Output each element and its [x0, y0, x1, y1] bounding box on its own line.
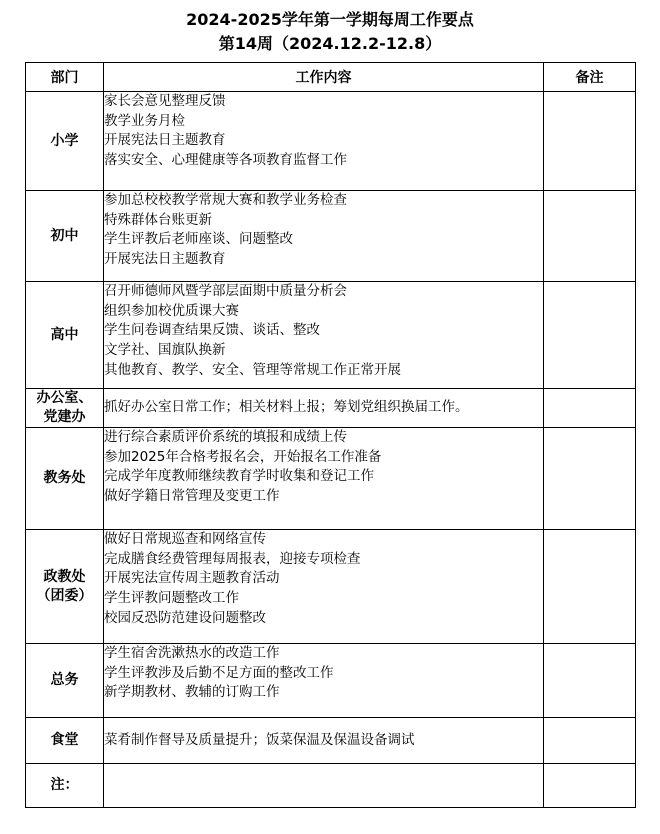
content-line: 新学期教材、教辅的订购工作	[104, 684, 280, 701]
header-content: 工作内容	[104, 63, 544, 92]
table-row	[26, 282, 636, 389]
remark-cell	[544, 389, 636, 428]
dept-academic-affairs: 教务处	[26, 428, 104, 530]
table-header-row	[26, 63, 636, 92]
content-line: 菜肴制作督导及质量提升；饭菜保温及保温设备调试	[104, 731, 415, 748]
row-content	[104, 282, 544, 389]
content-line: 其他教育、教学、安全、管理等常规工作正常开展	[104, 361, 401, 378]
dept-junior: 初中	[26, 191, 104, 282]
content-line: 做好日常规巡查和网络宣传	[104, 531, 266, 547]
remark-cell	[544, 191, 636, 282]
dept-political-education	[26, 530, 104, 644]
remark-cell	[544, 530, 636, 644]
table-row	[26, 718, 636, 764]
note-content	[104, 764, 544, 808]
content-line: 抓好办公室日常工作；相关材料上报；筹划党组织换届工作。	[104, 399, 469, 416]
content-line: 落实安全、心理健康等各项教育监督工作	[104, 152, 347, 169]
table-row	[26, 92, 636, 191]
content-line: 学生评教问题整改工作	[104, 590, 239, 607]
dept-general-services: 总务	[26, 644, 104, 718]
content-line: 做好学籍日常管理及变更工作	[104, 488, 280, 505]
table-row	[26, 644, 636, 718]
row-content	[104, 92, 544, 191]
note-row	[26, 764, 636, 808]
content-line: 完成学年度教师继续教育学时收集和登记工作	[104, 468, 374, 485]
content-line: 教学业务月检	[104, 112, 185, 129]
content-line: 学生问卷调查结果反馈、谈话、整改	[104, 322, 320, 339]
remark-cell	[544, 718, 636, 764]
row-content	[104, 191, 544, 282]
row-content	[104, 389, 544, 428]
content-line: 学生评教涉及后勤不足方面的整改工作	[104, 664, 334, 681]
content-line: 进行综合素质评价系统的填报和成绩上传	[104, 429, 347, 445]
content-line: 校园反恐防范建设问题整改	[104, 609, 266, 626]
dept-primary: 小学	[26, 92, 104, 191]
table-row	[26, 389, 636, 428]
row-content	[104, 718, 544, 764]
content-line: 参加总校校教学常规大赛和教学业务检查	[104, 192, 347, 208]
dept-line: 政教处	[43, 568, 86, 585]
week-subtitle: 第14周（2024.12.2-12.8）	[218, 34, 442, 53]
row-content	[104, 428, 544, 530]
table-row	[26, 428, 636, 530]
remark-cell	[544, 644, 636, 718]
table-row	[26, 530, 636, 644]
content-line: 开展宪法日主题教育	[104, 132, 226, 149]
content-line: 文学社、国旗队换新	[104, 342, 226, 359]
dept-line: （团委）	[36, 587, 93, 604]
note-label: 注：	[26, 764, 104, 808]
dept-line: 党建办	[43, 409, 86, 425]
remark-cell	[544, 428, 636, 530]
remark-cell	[544, 282, 636, 389]
content-line: 特殊群体台账更新	[104, 211, 212, 228]
content-line: 开展宪法日主题教育	[104, 251, 226, 268]
content-line: 家长会意见整理反馈	[104, 93, 226, 109]
content-line: 完成膳食经费管理每周报表，迎接专项检查	[104, 550, 361, 567]
document-title: 2024-2025学年第一学期每周工作要点	[186, 10, 474, 29]
weekly-plan-table	[25, 62, 636, 808]
row-content	[104, 644, 544, 718]
dept-canteen: 食堂	[26, 718, 104, 764]
dept-line: 办公室、	[36, 390, 93, 406]
remark-cell	[544, 92, 636, 191]
content-line: 学生评教后老师座谈、问题整改	[104, 231, 293, 248]
content-line: 学生宿舍洗漱热水的改造工作	[104, 645, 280, 661]
dept-office	[26, 389, 104, 428]
content-line: 参加2025年合格考报名会，开始报名工作准备	[104, 448, 382, 465]
dept-senior: 高中	[26, 282, 104, 389]
table-row	[26, 191, 636, 282]
content-line: 召开师德师风暨学部层面期中质量分析会	[104, 283, 347, 299]
header-dept: 部门	[26, 63, 104, 92]
header-remark: 备注	[544, 63, 636, 92]
row-content	[104, 530, 544, 644]
content-line: 组织参加校优质课大赛	[104, 302, 239, 319]
remark-cell	[544, 764, 636, 808]
content-line: 开展宪法宣传周主题教育活动	[104, 570, 280, 587]
